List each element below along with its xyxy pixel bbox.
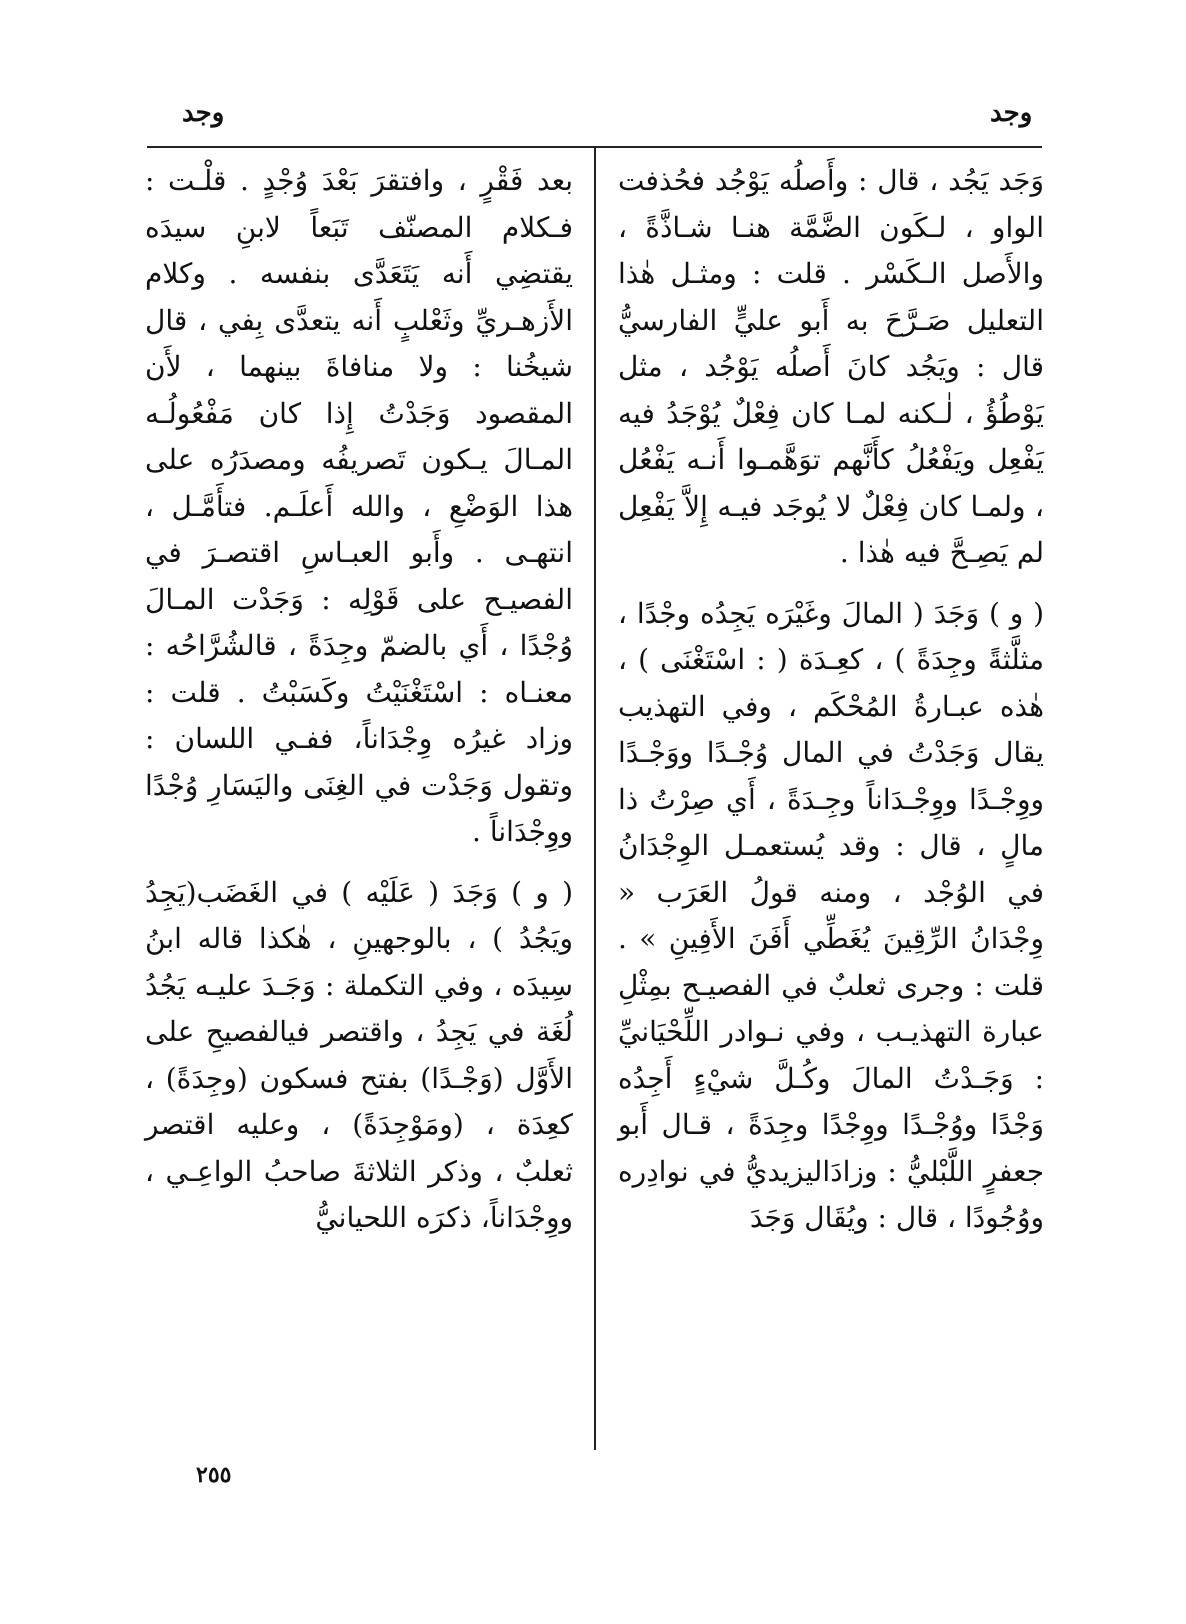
left-column-paragraph-1: بعد فَقْرٍ ، وافتقرَ بَعْدَ وُجْدٍ . قلْـت : فـكلام المصنّف تَبَعاً لابنِ سيدَه يقتضِي أَنه يَتَعَدَّى بنفسه . وكلام الأَزهـريِّ وثَعْلبٍ أَنه يتعدَّى بِفي ، قال شيخُنا : ولا منافاةَ بينهما ، لأَن المقصود وَجَدْتُ إِذا كان مَفْعُولُـه المـالَ يـكون تَصريفُه ومصدَرُه على هذا الوَضْعِ ، والله أَعلَـم. فتأَمَّـل ، انتهـى . وأَبو العبـاسِ اقتصـرَ في الفصيـح على قَوْلِه : وَجَدْت المـالَ وُجْدًا ، أَي بالضمّ وجِدَةً ، قالشُرَّاحُه : معنـاه : اسْتَغْنَيْتُ وكَسَبْتُ . قلت : وزاد غيرُه وِجْدَاناً، ففـي اللسان : وتقول وَجَدْت في الغِنَى واليَسَارِ وُجْدًا ووِجْدَاناً . — [145, 164, 573, 848]
running-head-left: وجد — [182, 98, 225, 128]
right-column — [618, 158, 1044, 1242]
page-number: ٢٥٥ — [196, 1462, 232, 1488]
column-divider — [594, 147, 596, 1450]
left-column — [145, 158, 573, 1242]
right-column-paragraph-1: وَجَد يَجُد ، قال : وأَصلُه يَوْجُد فحُذفت الواو ، لـكَون الضَّمَّة هنـا شـاذَّةً ، والأَصل الـكَسْر . قلت : ومثـل هٰذا التعليل صَـرَّحَ به أَبو عليٍّ الفارسيُّ قال : ويَجُد كانَ أَصلُه يَوْجُد ، مثل يَوْطُؤُ ، لٰـكنه لمـا كان فِعْلٌ يُوْجَدُ فيه يَفْعِل ويَفْعُلُ كأَنَّهم توَهَّمـوا أَنـه يَفْعُل ، ولمـا كان فِعْلٌ لا يُوجَد فيـه إِلاَّ يَفْعِل لم يَصِـحَّ فيه هٰذا . — [618, 164, 1044, 569]
running-head-right: وجد — [990, 98, 1033, 128]
left-column-paragraph-2: ( و ) وَجَدَ ( عَلَيْه ) في الغَضَب(يَجِدُ ويَجُدُ ) ، بالوجهينِ ، هٰكذا قاله ابنُ سِيدَه ، وفي التكملة : وَجَـدَ عليـه يَجُدُ لُغَة في يَجِدُ ، واقتصر فيالفصيحِ على الأَوَّل (وَجْـدًا) بفتح فسكون (وجِدَةً) ، كعِدَة ، (ومَوْجِدَةً) ، وعليه اقتصر ثعلبٌ ، وذكر الثلاثةَ صاحبُ الواعِـي ، ووِجْدَاناً، ذكرَه اللحيانيُّ — [145, 875, 573, 1234]
right-column-paragraph-2: ( و ) وَجَدَ ( المالَ وغَيْرَه يَجِدُه وجْدًا ، مثلَّثةً وجِدَةً ) ، كعِـدَة ( : اسْتَغْنَى ) ، هٰذه عبـارةُ المُحْكَم ، وفي التهذيب يقال وَجَدْتُ في المال وُجْـدًا ووَجْـدًا ووِجْـدًا ووِجْـدَاناً وجِـدَةً ، أَي صِرْتُ ذا مالٍ ، قال : وقد يُستعمـل الوِجْدَانُ في الوُجْد ، ومنه قولُ العَرَب « وِجْدَانُ الرِّقِينَ يُغَطِّي أَفَنَ الأَفِينِ » . قلت : وجرى ثعلبٌ في الفصيـح بمِثْلِ عبارة التهذيـب ، وفي نـوادر اللِّحْيَانيِّ : وَجَـدْتُ المالَ وكُـلَّ شيْءٍ أَجِدُه وَجْدًا ووُجْـدًا ووِجْدًا وجِدَةً ، قـال أَبو جعفرٍ اللَّبْليُّ : وزادَاليزيديُّ في نوادِره ووُجُودًا ، قال : ويُقَال وَجَدَ — [618, 596, 1044, 1234]
